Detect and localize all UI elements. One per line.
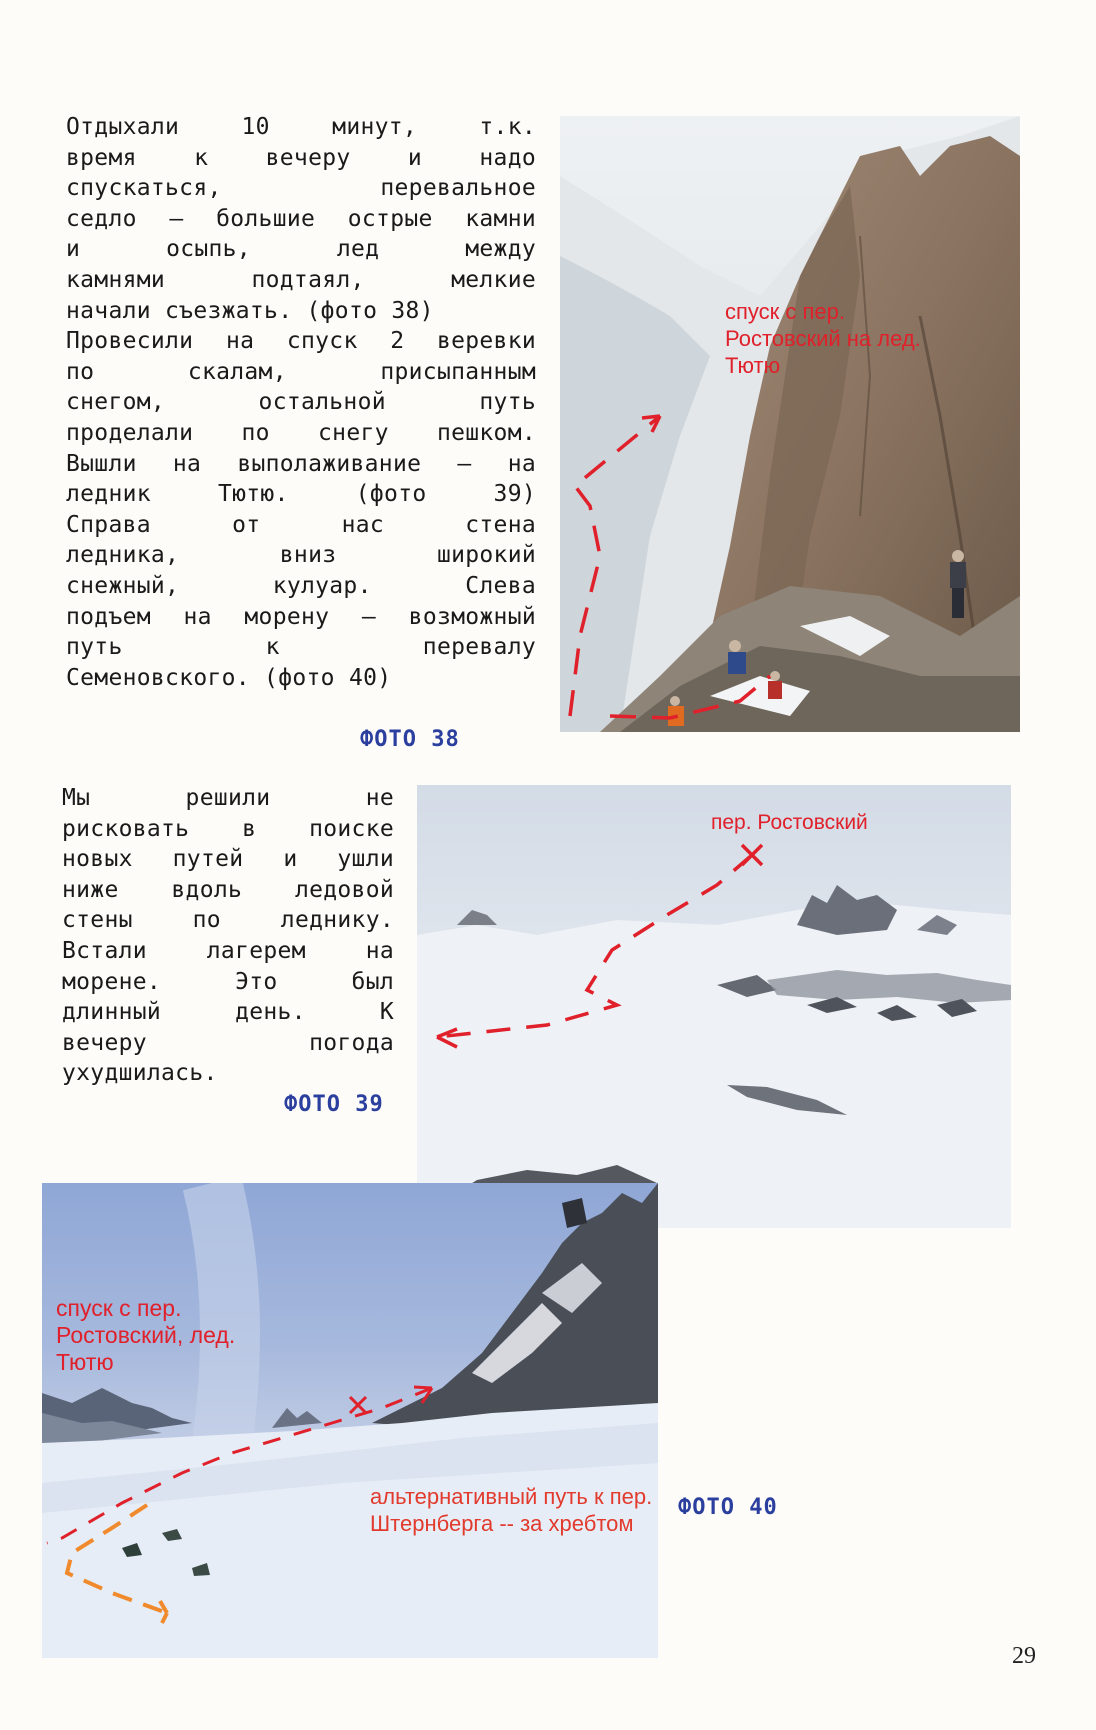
text-line: путь к перевалу bbox=[66, 634, 536, 661]
text-line: камнями подтаял, мелкие bbox=[66, 266, 536, 293]
text-line: седло – большие острые камни bbox=[66, 205, 536, 232]
text-line: ледник Тютю. (фото 39) bbox=[66, 481, 536, 508]
photo-40 bbox=[42, 1183, 658, 1658]
photo-39 bbox=[417, 785, 1011, 1228]
text-line: стены по леднику. bbox=[62, 907, 394, 934]
photo-38 bbox=[560, 116, 1020, 732]
text-line: снегом, остальной путь bbox=[66, 389, 536, 416]
text-line: ниже вдоль ледовой bbox=[62, 876, 394, 903]
photo-40-image bbox=[42, 1183, 658, 1658]
text-line: длинный день. К bbox=[62, 999, 394, 1026]
text-line: время к вечеру и надо bbox=[66, 144, 536, 171]
text-line: Семеновского. (фото 40) bbox=[66, 664, 392, 691]
text-line: ухудшилась. bbox=[62, 1060, 218, 1087]
photo-40-caption: ФОТО 40 bbox=[678, 1495, 778, 1520]
page-number: 29 bbox=[1012, 1643, 1036, 1669]
text-line: по скалам, присыпанным bbox=[66, 358, 536, 385]
photo-39-label: пер. Ростовский bbox=[711, 811, 868, 834]
text-line: спускаться, перевальное bbox=[66, 175, 536, 202]
text-line: ледника, вниз широкий bbox=[66, 542, 536, 569]
text-line: Встали лагерем на bbox=[62, 937, 394, 964]
paragraph-1 bbox=[66, 112, 536, 693]
text-line: Вышли на выполаживание – на bbox=[66, 450, 536, 477]
text-line: Отдыхали 10 минут, т.к. bbox=[66, 114, 536, 140]
paragraph-2 bbox=[62, 783, 394, 1089]
text-line: вечеру погода bbox=[62, 1029, 394, 1056]
text-line: начали съезжать. (фото 38) bbox=[66, 297, 434, 324]
photo-39-image bbox=[417, 785, 1011, 1228]
text-line: рисковать в поиске bbox=[62, 815, 394, 842]
photo-38-image bbox=[560, 116, 1020, 732]
photo-39-caption: ФОТО 39 bbox=[284, 1092, 384, 1117]
text-line: морене. Это был bbox=[62, 968, 394, 995]
text-line: Мы решили не bbox=[62, 785, 394, 811]
photo-40-label-bottom: альтернативный путь к пер. Штернберга -- за хребтом bbox=[370, 1484, 653, 1536]
text-line: подъем на морену – возможный bbox=[66, 603, 536, 630]
text-line: и осыпь, лед между bbox=[66, 236, 536, 263]
text-line: Провесили на спуск 2 веревки bbox=[66, 328, 536, 355]
text-line: новых путей и ушли bbox=[62, 846, 394, 873]
photo-38-caption: ФОТО 38 bbox=[360, 727, 460, 752]
photo-38-label: спуск с пер. Ростовский на лед. Тютю bbox=[725, 299, 921, 378]
text-line: снежный, кулуар. Слева bbox=[66, 572, 536, 599]
text-line: Справа от нас стена bbox=[66, 511, 536, 538]
text-line: проделали по снегу пешком. bbox=[66, 419, 536, 446]
photo-40-label-top: спуск с пер. Ростовский, лед. Тютю bbox=[56, 1295, 236, 1375]
